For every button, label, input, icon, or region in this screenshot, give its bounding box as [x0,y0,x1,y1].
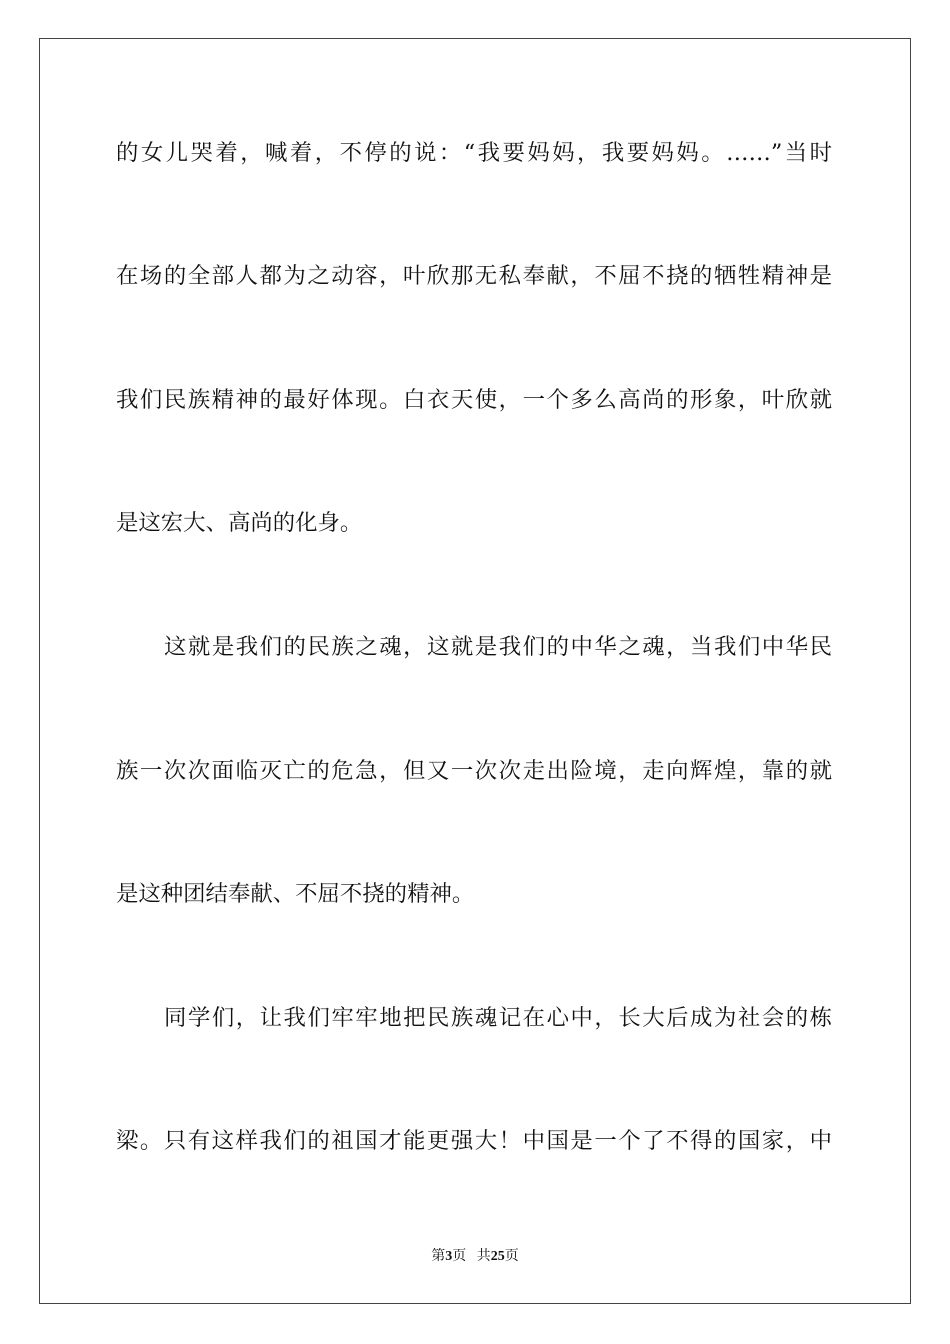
footer-page-prefix: 第 [431,1249,446,1264]
text-line-2: 在场的全部人都为之动容，叶欣那无私奉献，不屈不挠的牺牲精神是 [116,263,832,289]
text-line-1: 的女儿哭着，喊着，不停的说：“我要妈妈，我要妈妈。……”当时 [116,140,832,166]
text-line-4: 是这宏大、高尚的化身。 [116,510,363,536]
text-line-9: 梁。只有这样我们的祖国才能更强大！中国是一个了不得的国家，中 [116,1128,832,1154]
text-line-3: 我们民族精神的最好体现。白衣天使，一个多么高尚的形象，叶欣就 [116,387,832,413]
footer-page-suffix: 页 [452,1249,467,1264]
page-footer [0,1248,950,1266]
text-line-8: 同学们，让我们牢牢地把民族魂记在心中，长大后成为社会的栋 [164,1005,832,1031]
text-line-6: 族一次次面临灭亡的危急，但又一次次走出险境，走向辉煌，靠的就 [116,758,832,784]
footer-total-pages: 25 [490,1249,505,1264]
text-line-7: 是这种团结奉献、不屈不挠的精神。 [116,881,475,907]
footer-total-prefix: 共 [476,1249,491,1264]
page-border [39,38,911,1304]
footer-total-suffix: 页 [504,1249,519,1264]
text-line-5: 这就是我们的民族之魂，这就是我们的中华之魂，当我们中华民 [164,634,832,660]
footer-page-number: 3 [445,1249,453,1264]
